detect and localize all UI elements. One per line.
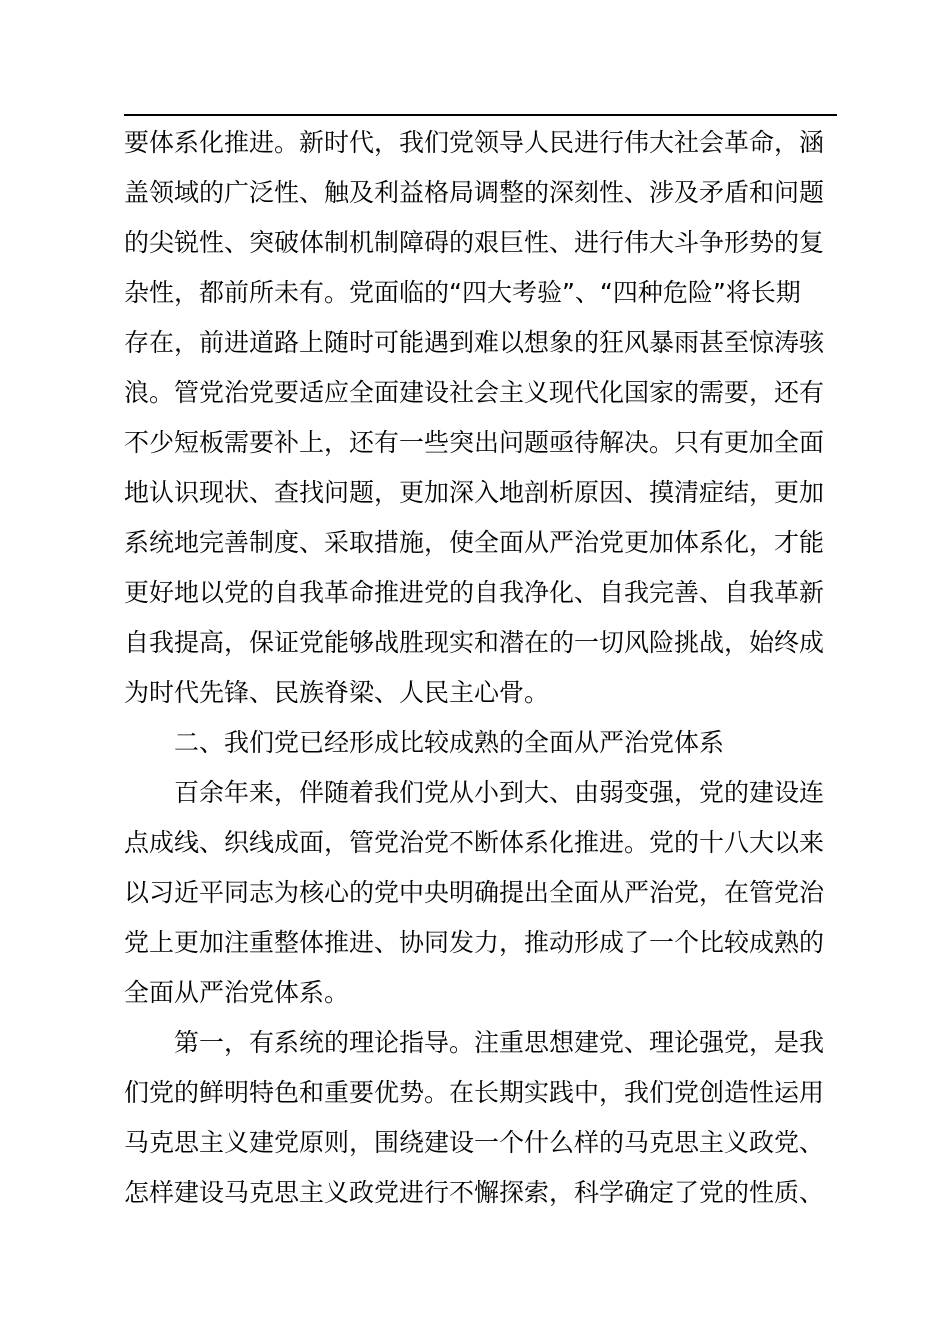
section-heading: 二、我们党已经形成比较成熟的全面从严治党体系	[174, 728, 725, 757]
text-line: 点成线、织线成面，管党治党不断体系化推进。党的十八大以来	[124, 828, 825, 857]
text-line: 自我提高，保证党能够战胜现实和潜在的一切风险挑战，始终成	[124, 628, 825, 657]
text-line: 们党的鲜明特色和重要优势。在长期实践中，我们党创造性运用	[124, 1078, 825, 1107]
text-line: 的尖锐性、突破体制机制障碍的艰巨性、进行伟大斗争形势的复	[124, 228, 825, 257]
text-line: 党上更加注重整体推进、协同发力，推动形成了一个比较成熟的	[124, 928, 825, 957]
text-line: 浪。管党治党要适应全面建设社会主义现代化国家的需要，还有	[124, 378, 825, 407]
text-line: 系统地完善制度、采取措施，使全面从严治党更加体系化，才能	[124, 528, 825, 557]
text-line: 以习近平同志为核心的党中央明确提出全面从严治党，在管党治	[124, 878, 825, 907]
text-line: 盖领域的广泛性、触及利益格局调整的深刻性、涉及矛盾和问题	[124, 178, 825, 207]
text-line: 地认识现状、查找问题，更加深入地剖析原因、摸清症结，更加	[124, 478, 825, 507]
paragraph-start: 百余年来，伴随着我们党从小到大、由弱变强，党的建设连	[174, 778, 825, 807]
paragraph-start: 第一，有系统的理论指导。注重思想建党、理论强党，是我	[174, 1028, 825, 1057]
text-line: 存在，前进道路上随时可能遇到难以想象的狂风暴雨甚至惊涛骇	[124, 328, 825, 357]
text-line: 怎样建设马克思主义政党进行不懈探索，科学确定了党的性质、	[124, 1178, 825, 1207]
text-line: 不少短板需要补上，还有一些突出问题亟待解决。只有更加全面	[124, 428, 825, 457]
text-line: 更好地以党的自我革命推进党的自我净化、自我完善、自我革新	[124, 578, 825, 607]
text-line: 马克思主义建党原则，围绕建设一个什么样的马克思主义政党、	[124, 1128, 825, 1157]
text-line: 杂性，都前所未有。党面临的“四大考验”、“四种危险”将长期	[124, 278, 801, 307]
header-rule	[124, 114, 837, 116]
text-line: 要体系化推进。新时代，我们党领导人民进行伟大社会革命，涵	[124, 128, 825, 157]
text-line: 全面从严治党体系。	[124, 978, 350, 1007]
text-line: 为时代先锋、民族脊梁、人民主心骨。	[124, 678, 550, 707]
